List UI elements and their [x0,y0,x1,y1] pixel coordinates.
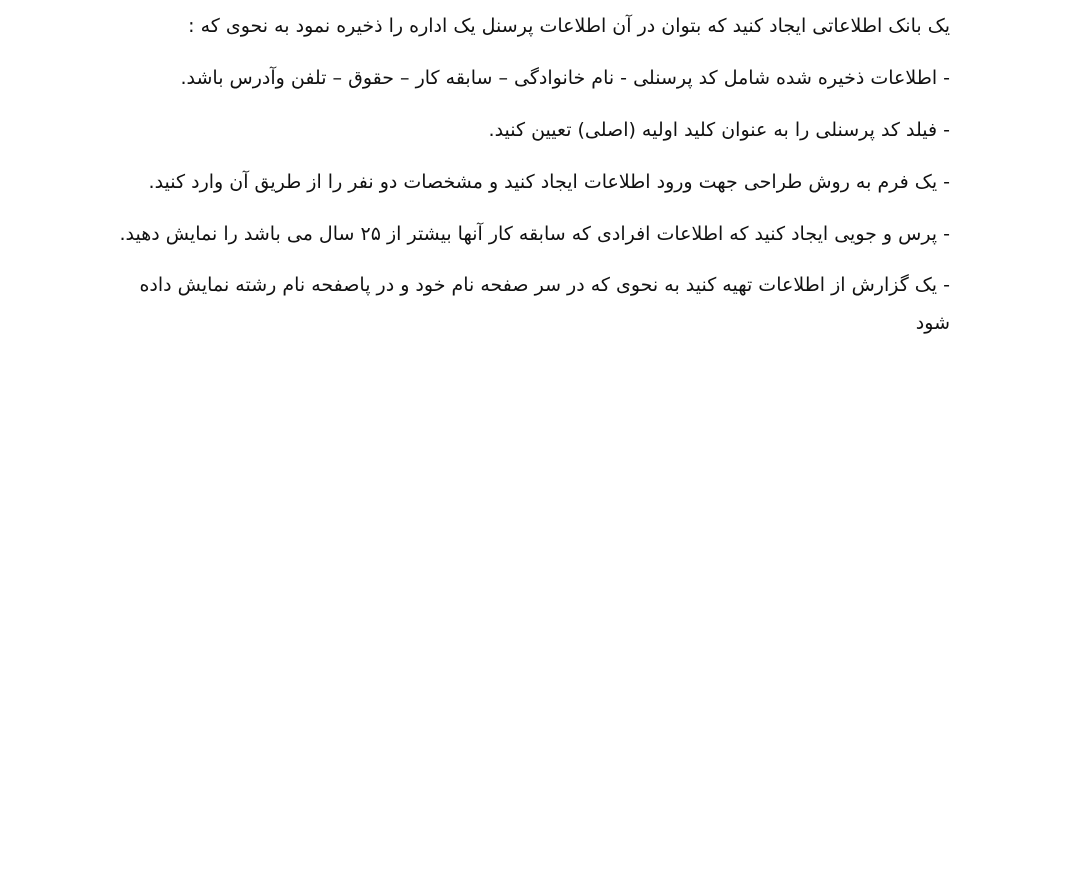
intro-paragraph: یک بانک اطلاعاتی ایجاد کنید که بتوان در آن اطلاعات پرسنل یک اداره را ذخیره نمود به نحوی که : [188,15,950,37]
requirement-item-form: - یک فرم به روش طراحی جهت ورود اطلاعات ایجاد کنید و مشخصات دو نفر را از طریق آن وارد کنید. [148,171,950,193]
requirement-item-fields: - اطلاعات ذخیره شده شامل کد پرسنلی - نام خانوادگی – سابقه کار – حقوق – تلفن وآدرس باشد. [180,67,950,89]
requirement-item-report: - یک گزارش از اطلاعات تهیه کنید به نحوی که در سر صفحه نام خود و در پاصفحه نام رشته نمایش داده شود [139,274,950,334]
requirement-item-primary-key: - فیلد کد پرسنلی را به عنوان کلید اولیه (اصلی) تعیین کنید. [488,119,950,141]
document-body [120,0,950,342]
requirement-item-query: - پرس و جویی ایجاد کنید که اطلاعات افرادی که سابقه کار آنها بیشتر از ۲۵ سال می باشد را نمایش دهید. [119,223,950,245]
